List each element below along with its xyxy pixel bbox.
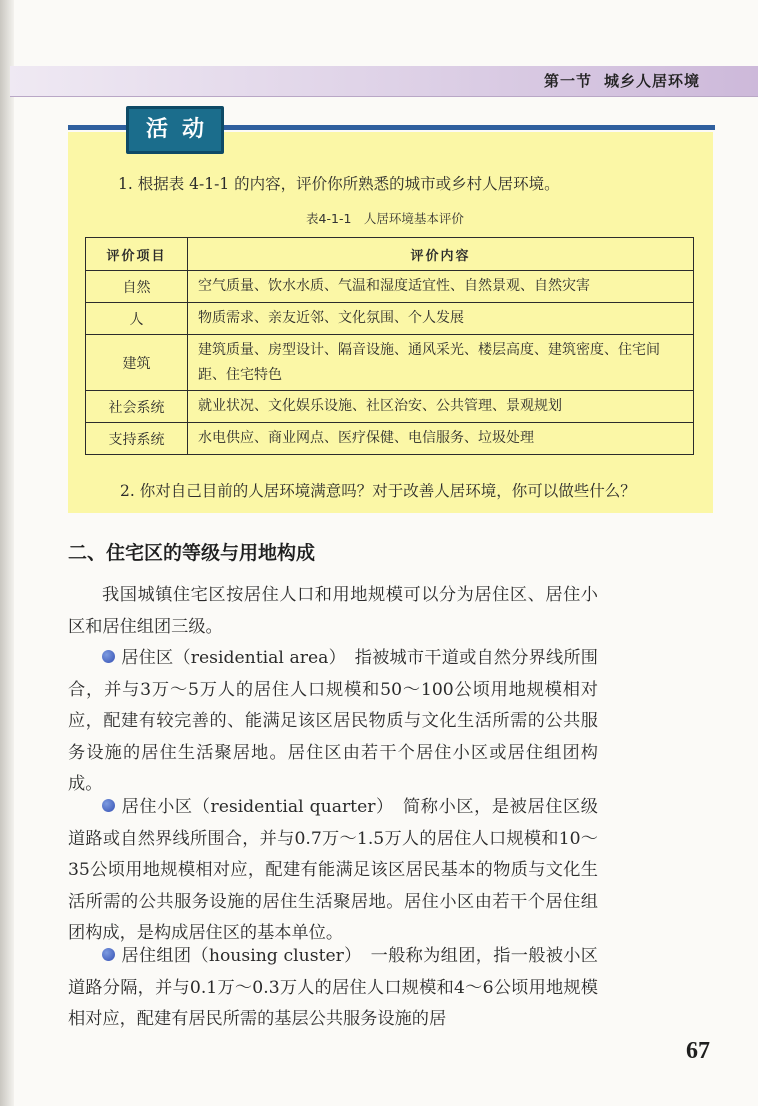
page-edge-shadow	[0, 0, 14, 1106]
table-cell-item: 社会系统	[86, 391, 188, 423]
intro-paragraph: 我国城镇住宅区按居住人口和用地规模可以分为居住区、居住小区和居住组团三级。	[68, 585, 598, 637]
term-label: 居住小区（residential quarter）	[121, 797, 386, 817]
table-cell-item: 建筑	[86, 335, 188, 391]
bullet-dot-icon	[102, 948, 115, 961]
term-definition: 一般称为组团，指一般被小区道路分隔，并与0.1万～0.3万人的居住人口规模和4～6公顷用地规模相对应，配建有居民所需的基层公共服务设施的居	[68, 946, 598, 1029]
activity-question-2: 2. 你对自己目前的人居环境满意吗？对于改善人居环境，你可以做些什么？	[120, 482, 636, 500]
definition-residential-quarter	[68, 792, 598, 950]
table-row	[86, 271, 694, 303]
bullet-dot-icon	[102, 799, 115, 812]
table-cell-content: 就业状况、文化娱乐设施、社区治安、公共管理、景观规划	[188, 391, 694, 423]
term-label: 居住组团（housing cluster）	[121, 946, 354, 966]
term-label: 居住区（residential area）	[121, 648, 338, 668]
table-row	[86, 423, 694, 455]
header-title: 城乡人居环境	[603, 72, 700, 90]
header-section: 第一节	[543, 72, 592, 90]
evaluation-table	[85, 237, 694, 455]
table-caption: 表4-1-1 人居环境基本评价	[306, 211, 464, 226]
table-row	[86, 391, 694, 423]
table-row	[86, 335, 694, 391]
running-header-text	[544, 70, 700, 91]
running-header	[10, 66, 758, 97]
term-definition: 指被城市干道或自然分界线所围合，并与3万～5万人的居住人口规模和50～100公顷用地规模相对应，配建有较完善的、能满足该区居民物质与文化生活所需的公共服务设施的居住生活聚居地。居住区由若干个居住小区或居住组团构成。	[68, 648, 598, 794]
definition-housing-cluster	[68, 941, 598, 1036]
term-definition: 简称小区，是被居住区级道路或自然界线所围合，并与0.7万～1.5万人的居住人口规模和10～35公顷用地规模相对应，配建有能满足该区居民基本的物质与文化生活所需的公共服务设施的居住生活聚居地。居住小区由若干个居住组团构成，是构成居住区的基本单位。	[68, 797, 598, 943]
section-title: 二、住宅区的等级与用地构成	[68, 542, 316, 564]
page-number: 67	[686, 1038, 710, 1064]
table-cell-content: 空气质量、饮水水质、气温和湿度适宜性、自然景观、自然灾害	[188, 271, 694, 303]
table-header-row	[86, 238, 694, 271]
table-cell-item: 自然	[86, 271, 188, 303]
table-cell-item: 支持系统	[86, 423, 188, 455]
table-cell-item: 人	[86, 303, 188, 335]
table-header-content: 评价内容	[188, 238, 694, 271]
bullet-dot-icon	[102, 650, 115, 663]
table-cell-content: 建筑质量、房型设计、隔音设施、通风采光、楼层高度、建筑密度、住宅间距、住宅特色	[188, 335, 694, 391]
activity-badge: 活动	[126, 106, 224, 154]
activity-question-1: 1. 根据表 4-1-1 的内容，评价你所熟悉的城市或乡村人居环境。	[118, 175, 560, 193]
table-cell-content: 水电供应、商业网点、医疗保健、电信服务、垃圾处理	[188, 423, 694, 455]
table-header-item: 评价项目	[86, 238, 188, 271]
definition-residential-area	[68, 643, 598, 801]
table-row	[86, 303, 694, 335]
table-cell-content: 物质需求、亲友近邻、文化氛围、个人发展	[188, 303, 694, 335]
